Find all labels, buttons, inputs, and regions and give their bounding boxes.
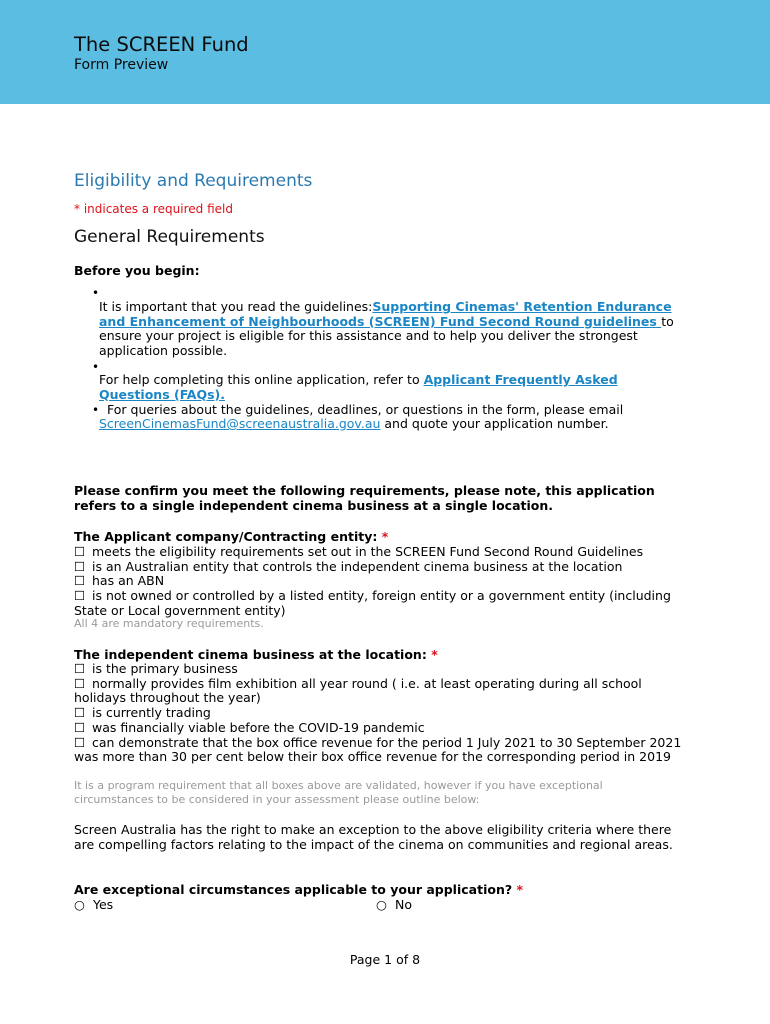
checkbox-icon[interactable]: ☐ (74, 588, 86, 604)
business-option[interactable] (74, 662, 689, 677)
radio-icon[interactable]: ○ (376, 897, 387, 912)
checkbox-icon[interactable]: ☐ (74, 544, 86, 559)
option-label: was financially viable before the COVID-19 pandemic (92, 719, 425, 735)
sub-title: General Requirements (74, 227, 265, 247)
applicant-option[interactable] (74, 545, 689, 560)
bullet2-pre: For help completing this online application, refer to (99, 372, 424, 387)
radio-no[interactable] (376, 898, 412, 913)
required-asterisk: * (516, 882, 523, 897)
applicant-label-text: The Applicant company/Contracting entity: (74, 529, 382, 544)
checkbox-icon[interactable]: ☐ (74, 705, 86, 721)
required-asterisk: * (431, 647, 438, 662)
business-label-text: The independent cinema business at the location: (74, 647, 432, 662)
option-label: is an Australian entity that controls the independent cinema business at the location (92, 558, 623, 574)
applicant-option[interactable] (74, 574, 689, 589)
faq-link[interactable]: Applicant Frequently Asked Questions (FAQs). (99, 372, 618, 402)
bullet1-post: to ensure your project is eligible for this assistance and to help you deliver the strongest application possible. (99, 313, 674, 359)
bullet-dot: • (92, 360, 100, 374)
applicant-label (74, 530, 689, 545)
checkbox-icon[interactable]: ☐ (74, 661, 86, 676)
option-label: is currently trading (92, 705, 211, 721)
section-title: Eligibility and Requirements (74, 171, 313, 191)
applicant-hint: All 4 are mandatory requirements. (74, 617, 264, 630)
business-option[interactable] (74, 677, 689, 706)
checkbox-icon[interactable]: ☐ (74, 573, 86, 589)
business-option[interactable] (74, 736, 689, 765)
applicant-options (74, 545, 689, 619)
option-label: can demonstrate that the box office revenue for the period 1 July 2021 to 30 September 2021 was more than 30 per cent below their box office revenue for the corresponding period in 2019 (74, 734, 682, 765)
option-label: meets the eligibility requirements set out in the SCREEN Fund Second Round Guidelines (92, 544, 644, 559)
exceptional-question (74, 883, 689, 898)
email-link[interactable]: ScreenCinemasFund@screenaustralia.gov.au (99, 416, 381, 431)
option-label: is not owned or controlled by a listed entity, foreign entity or a government entity (including State or Local government entity) (74, 588, 671, 618)
bullet3-line2 (99, 417, 679, 432)
checkbox-icon[interactable]: ☐ (74, 734, 86, 750)
page-number: Page 1 of 8 (349, 952, 421, 967)
radio-yes-label: Yes (93, 897, 114, 912)
form-title: The SCREEN Fund (74, 33, 249, 56)
applicant-option[interactable] (74, 589, 689, 618)
required-asterisk: * (381, 529, 389, 544)
option-label: is the primary business (92, 661, 238, 676)
radio-no-label: No (395, 897, 412, 912)
business-option[interactable] (74, 721, 689, 736)
applicant-option[interactable] (74, 560, 689, 575)
business-option[interactable] (74, 706, 689, 721)
before-heading: Before you begin: (74, 263, 200, 278)
bullet3-post: and quote your application number. (380, 416, 609, 431)
bullet-dot: • (92, 286, 100, 300)
exception-text: Screen Australia has the right to make an exception to the above eligibility criteria where there are compelling factors relating to the impact of the cinema on communities and regional areas. (74, 822, 673, 852)
checkbox-icon[interactable]: ☐ (74, 675, 86, 691)
radio-icon[interactable]: ○ (74, 897, 85, 912)
confirm-heading: Please confirm you meet the following requirements, please note, this application refers to a single independent cinema business at a single location. (74, 483, 655, 513)
bullet-guidelines (99, 300, 679, 359)
checkbox-icon[interactable]: ☐ (74, 719, 86, 735)
exceptional-question-text: Are exceptional circumstances applicable to your application? (74, 882, 517, 897)
required-note: * indicates a required field (74, 202, 233, 216)
checkbox-icon[interactable]: ☐ (74, 558, 86, 574)
bullet-faq (99, 373, 679, 402)
bullet3-line1: For queries about the guidelines, deadlines, or questions in the form, please email (107, 402, 624, 417)
header-banner (0, 0, 770, 104)
business-options (74, 662, 689, 765)
option-label: normally provides film exhibition all year round ( i.e. at least operating during all school holidays throughout the year) (74, 675, 642, 706)
bullet1-pre: It is important that you read the guidelines: (99, 299, 373, 314)
business-hint: It is a program requirement that all boxes above are validated, however if you have exceptional circumstances to be considered in your assessment please outline below: (74, 779, 603, 806)
bullet-dot: • (92, 403, 100, 417)
radio-yes[interactable] (74, 898, 113, 913)
form-subtitle: Form Preview (74, 57, 169, 73)
option-label: has an ABN (92, 573, 165, 589)
guidelines-link[interactable]: Supporting Cinemas' Retention Endurance and Enhancement of Neighbourhoods (SCREEN) Fund Second Round guidelines (99, 299, 672, 329)
